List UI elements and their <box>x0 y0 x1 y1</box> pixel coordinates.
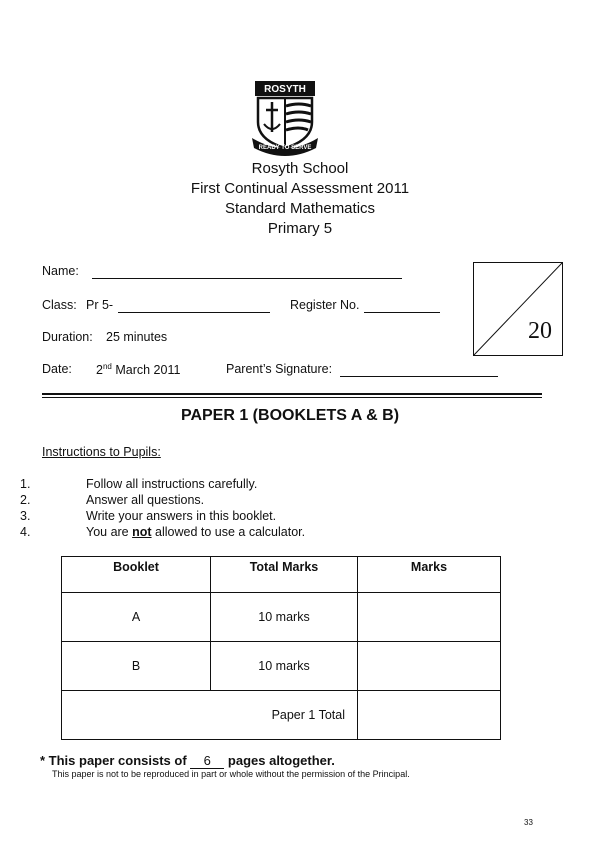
signature-label: Parent’s Signature: <box>226 362 333 376</box>
level-title: Primary 5 <box>267 220 333 237</box>
name-label: Name: <box>42 264 79 278</box>
pages-count: 6 <box>190 753 224 769</box>
marks-cell[interactable] <box>358 593 501 642</box>
duration-label: Duration: <box>42 330 93 344</box>
date-day: 2 <box>96 363 103 378</box>
instruction-text: Follow all instructions carefully. <box>86 477 258 491</box>
booklet-cell: B <box>62 642 211 691</box>
instruction-post: allowed to use a calculator. <box>151 525 306 539</box>
instruction-text: Write your answers in this booklet. <box>86 509 277 523</box>
header-total-marks: Total Marks <box>211 557 358 593</box>
divider <box>42 393 542 395</box>
date-rest: March 2011 <box>115 363 181 378</box>
assessment-title: First Continual Assessment 2011 <box>190 180 410 197</box>
signature-field[interactable] <box>340 362 498 377</box>
name-field[interactable] <box>92 264 402 279</box>
table-header-row <box>62 557 501 593</box>
marks-table <box>61 556 501 740</box>
instruction-number: 3. <box>20 509 31 523</box>
corner-mark: 33 <box>524 818 533 827</box>
total-label-cell: Paper 1 Total <box>62 691 358 740</box>
register-label: Register No. <box>290 298 360 312</box>
subject-title: Standard Mathematics <box>224 200 376 217</box>
instruction-number: 1. <box>20 477 31 491</box>
header-booklet: Booklet <box>62 557 211 593</box>
paper-title: PAPER 1 (BOOKLETS A & B) <box>180 407 400 424</box>
score-total: 20 <box>528 318 552 344</box>
crest-label: ROSYTH <box>264 84 306 95</box>
school-name: Rosyth School <box>251 160 349 177</box>
instructions-heading: Instructions to Pupils: <box>42 445 161 459</box>
class-value: Pr 5- <box>86 298 114 312</box>
booklet-cell: A <box>62 593 211 642</box>
copyright-notice: This paper is not to be reproduced in part or whole without the permission of the Principal. <box>52 769 410 779</box>
pages-note <box>40 753 335 769</box>
date-suffix: nd <box>102 362 112 371</box>
table-row <box>62 593 501 642</box>
total-marks-input[interactable] <box>358 691 501 740</box>
instruction-text <box>86 525 305 539</box>
crest-motto: READY TO SERVE <box>258 145 312 151</box>
duration-value: 25 minutes <box>106 330 168 344</box>
divider <box>42 397 542 398</box>
table-row <box>62 642 501 691</box>
date-label: Date: <box>42 362 72 376</box>
total-marks-cell: 10 marks <box>211 642 358 691</box>
instruction-emphasis: not <box>132 525 152 539</box>
instruction-pre: You are <box>86 525 133 539</box>
pages-post: pages altogether. <box>227 753 335 768</box>
instruction-number: 4. <box>20 525 31 539</box>
marks-cell[interactable] <box>358 642 501 691</box>
total-marks-cell: 10 marks <box>211 593 358 642</box>
date-value <box>96 362 180 377</box>
header-marks: Marks <box>358 557 501 593</box>
pages-pre: * This paper consists of <box>40 753 187 768</box>
class-label: Class: <box>42 298 77 312</box>
instruction-text: Answer all questions. <box>86 493 205 507</box>
instruction-number: 2. <box>20 493 31 507</box>
table-total-row <box>62 691 501 740</box>
class-field[interactable] <box>118 298 270 313</box>
register-field[interactable] <box>364 298 440 313</box>
school-crest <box>250 78 320 156</box>
score-box <box>473 262 563 356</box>
